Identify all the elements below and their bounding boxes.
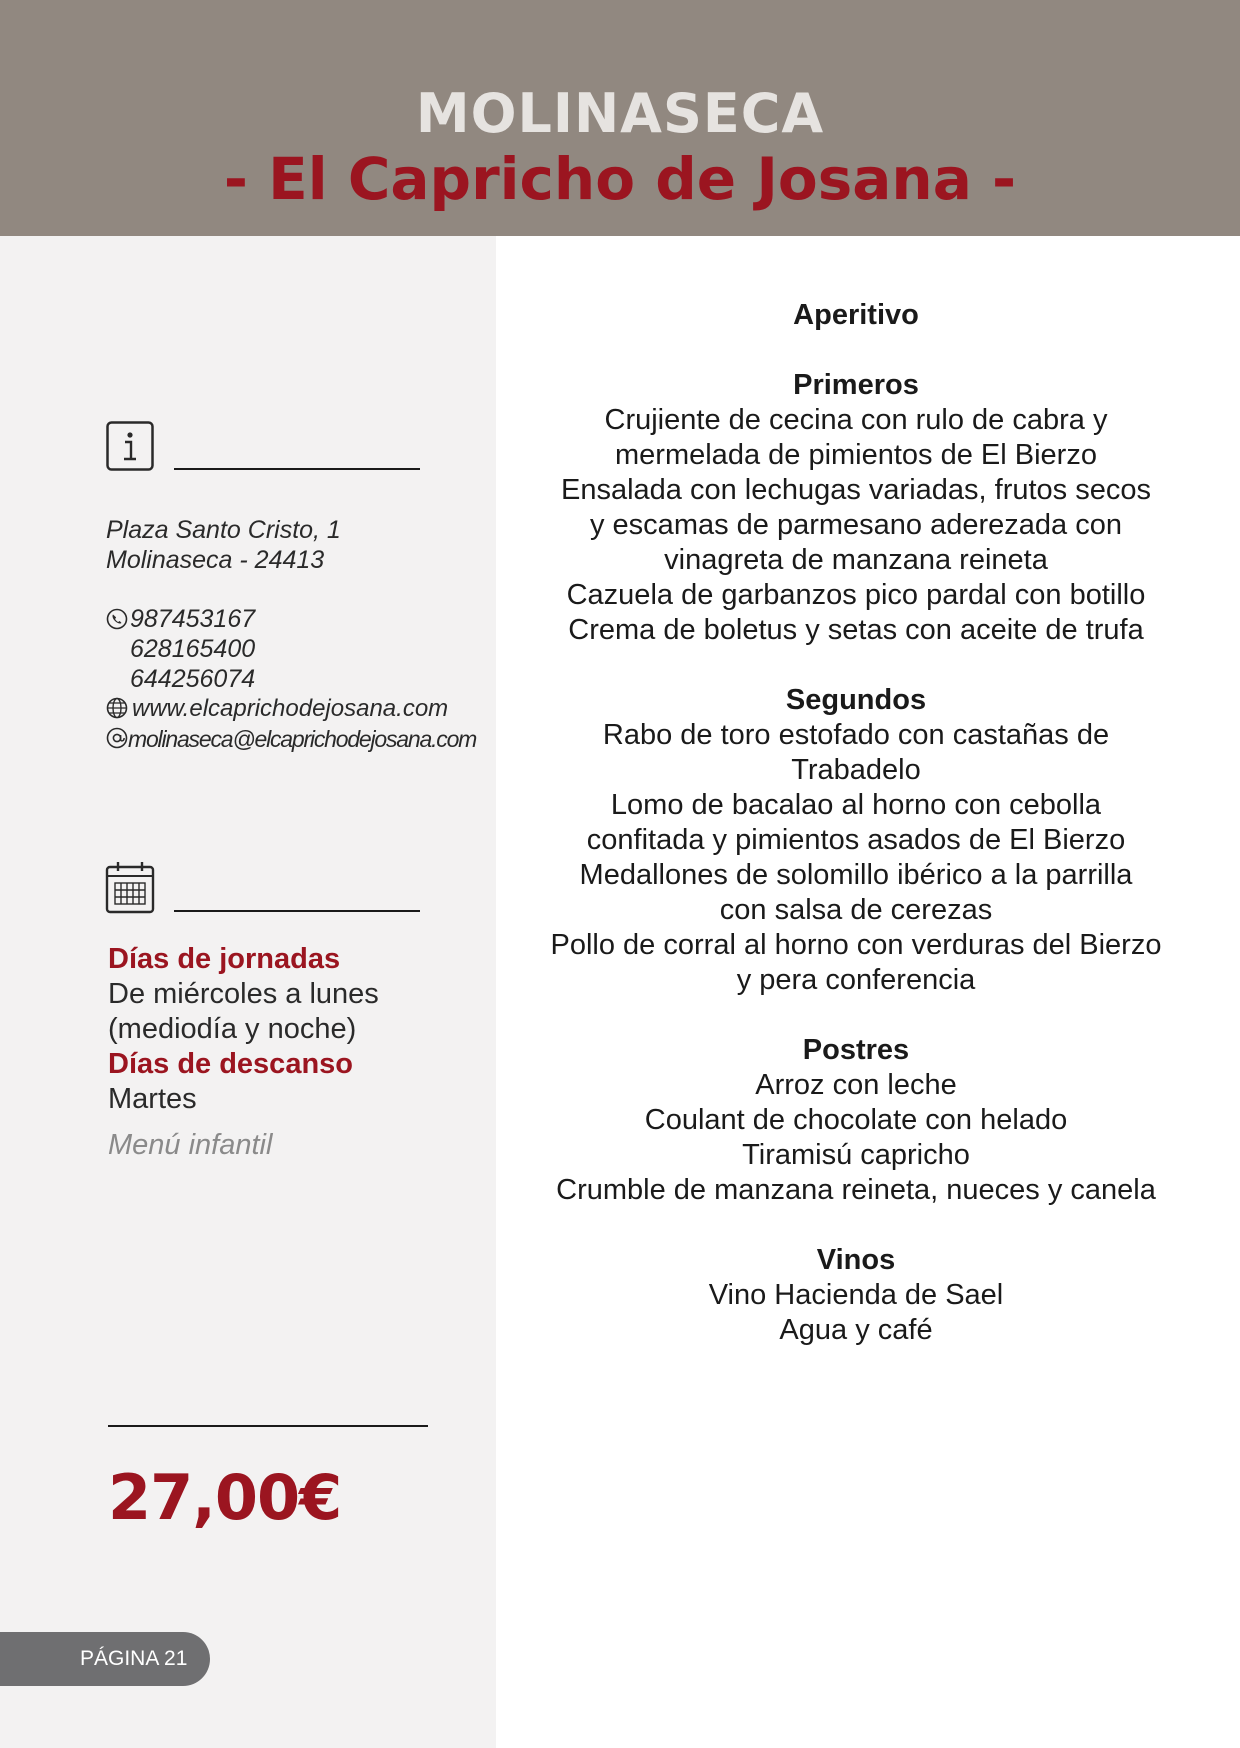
menu-item: confitada y pimientos asados de El Bierzo: [586, 824, 1126, 856]
menu-item: Pollo de corral al horno con verduras del Bierzo: [550, 929, 1162, 961]
address-line-1: Plaza Santo Cristo, 1: [106, 516, 341, 544]
primeros-section: [536, 368, 1176, 648]
menu-price: 27,00€: [108, 1461, 342, 1534]
jornadas-label: Días de jornadas: [108, 943, 341, 975]
menu-item: Medallones de solomillo ibérico a la parrilla: [579, 859, 1133, 891]
primeros-heading: Primeros: [793, 369, 919, 401]
postres-heading: Postres: [802, 1034, 910, 1066]
globe-icon: [106, 697, 128, 719]
menu-item: Agua y café: [779, 1314, 933, 1346]
segundos-heading: Segundos: [785, 684, 927, 716]
info-icon: [106, 421, 154, 471]
menu-item: Coulant de chocolate con helado: [644, 1104, 1068, 1136]
info-divider: [174, 468, 420, 470]
menu-item: Arroz con leche: [755, 1069, 957, 1101]
price-divider: [108, 1425, 428, 1427]
menu-infantil: Menú infantil: [108, 1129, 273, 1161]
schedule-divider: [174, 910, 420, 912]
website-link[interactable]: www.elcaprichodejosana.com: [132, 695, 449, 722]
menu-column: [536, 298, 1176, 1383]
menu-item: Ensalada con lechugas variadas, frutos secos: [560, 474, 1151, 506]
menu-item: Vino Hacienda de Sael: [708, 1279, 1004, 1311]
menu-item: Crema de boletus y setas con aceite de trufa: [568, 614, 1144, 646]
menu-item: Crujiente de cecina con rulo de cabra y: [604, 404, 1108, 436]
restaurant-title: - El Capricho de Josana -: [223, 145, 1017, 213]
menu-item: Cazuela de garbanzos pico pardal con botillo: [566, 579, 1146, 611]
town-title: MOLINASECA: [415, 82, 825, 145]
at-icon: [106, 727, 128, 749]
phone-2[interactable]: 628165400: [130, 635, 256, 663]
descanso-label: Días de descanso: [108, 1048, 353, 1080]
phone-3[interactable]: 644256074: [130, 665, 256, 693]
calendar-icon: [105, 860, 155, 914]
menu-item: Rabo de toro estofado con castañas de: [602, 719, 1110, 751]
header-banner: [0, 0, 1240, 236]
jornadas-line-1: De miércoles a lunes: [108, 978, 379, 1010]
jornadas-line-2: (mediodía y noche): [108, 1013, 357, 1045]
phone-icon: [106, 608, 128, 630]
menu-item: Tiramisú capricho: [742, 1139, 970, 1171]
segundos-section: [536, 683, 1176, 998]
menu-item: vinagreta de manzana reineta: [664, 544, 1048, 576]
address-line-2: Molinaseca - 24413: [106, 546, 325, 574]
vinos-section: [536, 1243, 1176, 1348]
postres-section: [536, 1033, 1176, 1208]
menu-item: Lomo de bacalao al horno con cebolla: [610, 789, 1102, 821]
vinos-heading: Vinos: [816, 1244, 896, 1276]
menu-item: mermelada de pimientos de El Bierzo: [615, 439, 1097, 471]
page-number-badge: PÁGINA 21: [0, 1632, 210, 1686]
menu-item: Trabadelo: [791, 754, 921, 786]
email-link[interactable]: molinaseca@elcaprichodejosana.com: [128, 726, 477, 752]
menu-item: y pera conferencia: [736, 964, 976, 996]
descanso-value: Martes: [108, 1083, 197, 1115]
menu-item: con salsa de cerezas: [719, 894, 993, 926]
menu-item: y escamas de parmesano aderezada con: [590, 509, 1122, 541]
menu-item: Crumble de manzana reineta, nueces y canela: [556, 1174, 1156, 1206]
aperitivo-section: [536, 298, 1176, 333]
phone-1[interactable]: 987453167: [130, 605, 256, 633]
aperitivo-heading: Aperitivo: [793, 299, 919, 331]
